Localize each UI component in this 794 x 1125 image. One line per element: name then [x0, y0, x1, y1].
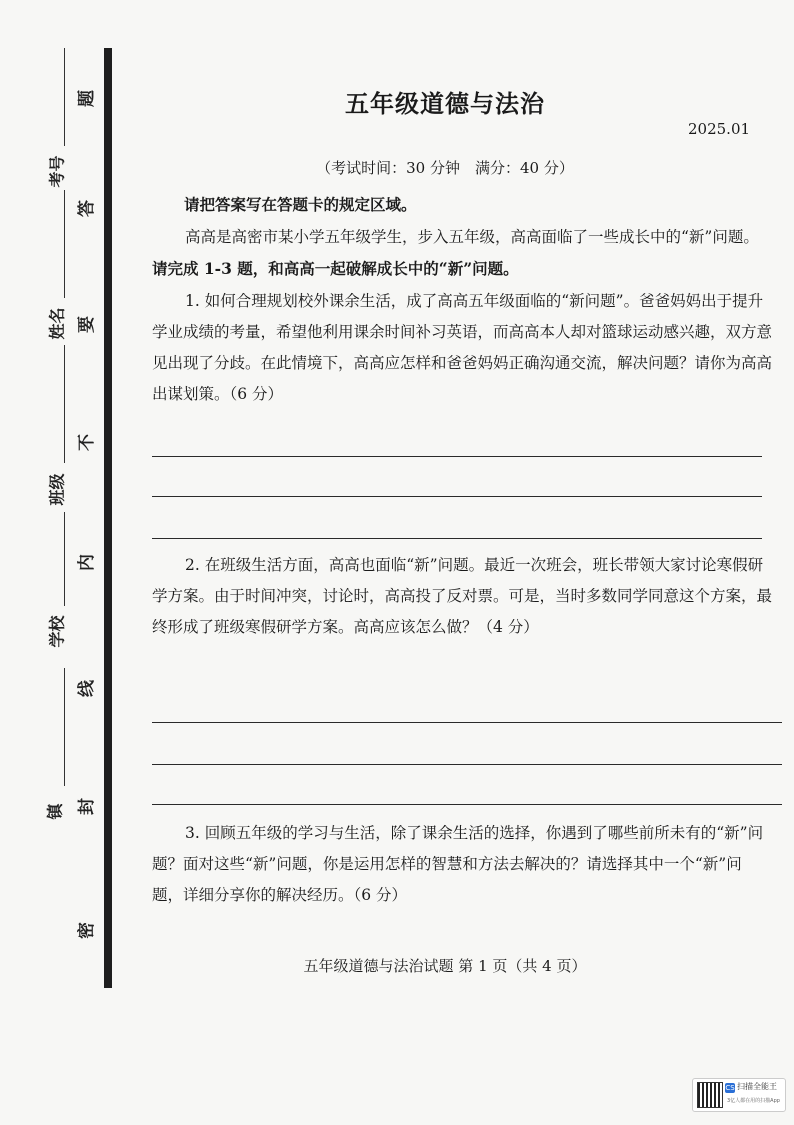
answer-line-2c[interactable]	[152, 804, 782, 805]
answer-line-1b[interactable]	[152, 496, 762, 497]
seal-char-xian: 线	[77, 680, 97, 697]
page-title: 五年级道德与法治	[345, 89, 545, 118]
qr-code-icon	[697, 1082, 723, 1108]
scanner-tagline: 3亿人都在用的扫描App	[727, 1098, 780, 1104]
seal-char-nei: 内	[77, 554, 97, 571]
town-label: 镇	[45, 803, 65, 820]
answer-line-1c[interactable]	[152, 538, 762, 539]
intro-paragraph	[152, 222, 772, 285]
seal-char-da: 答	[77, 200, 97, 217]
exam-number-line	[64, 48, 65, 146]
seal-char-yao: 要	[77, 316, 97, 333]
exam-info: （考试时间：30 分钟 满分：40 分）	[316, 159, 574, 177]
school-label: 学校	[47, 615, 67, 648]
seal-char-mi: 密	[77, 922, 97, 939]
answer-line-2b[interactable]	[152, 764, 782, 765]
cs-logo-icon: CS	[725, 1084, 735, 1092]
page-footer: 五年级道德与法治试题 第 1 页（共 4 页）	[303, 957, 587, 975]
question-3: 3. 回顾五年级的学习与生活，除了课余生活的选择，你遇到了哪些前所未有的“新”问题？面对这些“新”问题，你是运用怎样的智慧和方法去解决的？请选择其中一个“新”问题，详细分享你的解决经历。（6 分）	[152, 824, 764, 904]
question-2: 2. 在班级生活方面，高高也面临“新”问题。最近一次班会，班长带领大家讨论寒假研学方案。由于时间冲突，讨论时，高高投了反对票。可是，当时多数同学同意这个方案，最终形成了班级寒假研学方案。高高应该怎么做？（4 分）	[152, 556, 773, 636]
seal-char-bu: 不	[77, 434, 97, 451]
seal-char-feng: 封	[77, 798, 97, 815]
scanner-brand: 扫描全能王	[737, 1082, 777, 1091]
instruction: 请把答案写在答题卡的规定区域。	[184, 195, 417, 214]
exam-number-label: 考号	[47, 155, 67, 188]
scanner-watermark	[692, 1078, 786, 1112]
class-label: 班级	[47, 473, 67, 506]
school-line	[64, 512, 65, 606]
name-label: 姓名	[47, 307, 67, 340]
intro-bold-text: 请完成 1-3 题，和高高一起破解成长中的“新”问题。	[152, 259, 519, 278]
town-line	[64, 668, 65, 786]
name-line	[64, 190, 65, 298]
intro-text: 高高是高密市某小学五年级学生，步入五年级，高高面临了一些成长中的“新”问题。	[185, 228, 759, 246]
binding-bar	[104, 48, 112, 988]
question-1: 1. 如何合理规划校外课余生活，成了高高五年级面临的“新问题”。爸爸妈妈出于提升学业成绩的考量，希望他利用课余时间补习英语，而高高本人却对篮球运动感兴趣，双方意见出现了分歧。在此情境下，高高应怎样和爸爸妈妈正确沟通交流，解决问题？请你为高高出谋划策。（6 分）	[152, 292, 773, 403]
answer-line-1a[interactable]	[152, 456, 762, 457]
answer-line-2a[interactable]	[152, 722, 782, 723]
exam-date: 2025.01	[688, 120, 751, 138]
seal-char-ti: 题	[77, 90, 97, 107]
class-line	[64, 345, 65, 463]
